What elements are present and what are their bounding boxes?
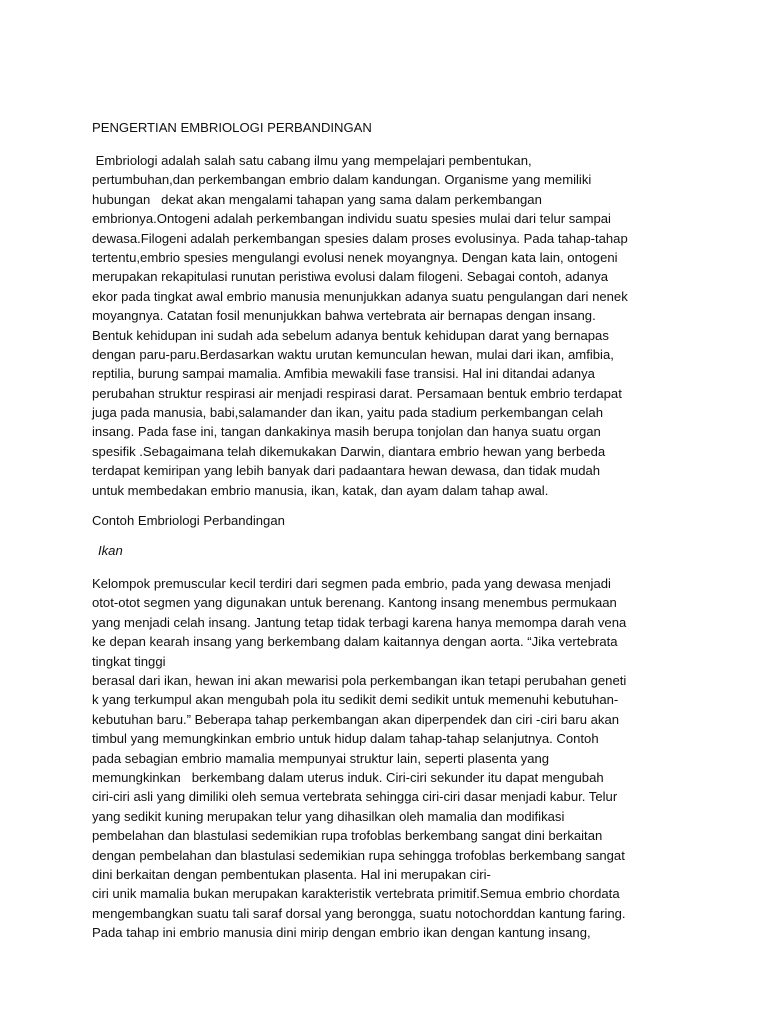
text-line: Embriologi adalah salah satu cabang ilmu yang mempelajari pembentukan,	[92, 153, 532, 168]
document-title: PENGERTIAN EMBRIOLOGI PERBANDINGAN	[92, 120, 372, 135]
text-line: yang menjadi celah insang. Jantung tetap tidak terbagi karena hanya memompa darah vena	[92, 614, 627, 630]
text-line: moyangnya. Catatan fosil menunjukkan bahwa vertebrata air bernapas dengan insang.	[92, 308, 596, 324]
text-line: hubungan dekat akan mengalami tahapan yang sama dalam perkembangan	[92, 191, 542, 207]
text-line: berasal dari ikan, hewan ini akan mewarisi pola perkembangan ikan tetapi perubahan geneti	[92, 672, 627, 688]
text-line: merupakan rekapitulasi runutan peristiwa evolusi dalam filogeni. Sebagai contoh, adanya	[92, 269, 609, 285]
text-line: juga pada manusia, babi,salamander dan ikan, yaitu pada stadium perkembangan celah	[92, 405, 603, 421]
text-line: timbul yang memungkinkan embrio untuk hidup dalam tahap-tahap selanjutnya. Contoh	[92, 731, 599, 747]
text-line: dengan pembelahan dan blastulasi sedemikian rupa sehingga trofoblas berkembang sangat	[92, 847, 625, 863]
text-line: ekor pada tingkat awal embrio manusia menunjukkan adanya suatu pengulangan dari nenek	[92, 288, 628, 304]
text-line: ke depan kearah insang yang berkembang dalam kaitannya dengan aorta. “Jika vertebrata	[92, 634, 618, 650]
text-line: tingkat tinggi	[92, 653, 166, 669]
text-line: tertentu,embrio spesies mengulangi evolusi nenek moyangnya. Dengan kata lain, ontogeni	[92, 249, 618, 265]
text-line: dewasa.Filogeni adalah perkembangan spesies dalam proses evolusinya. Pada tahap-tahap	[92, 230, 628, 246]
paragraph-intro	[92, 151, 678, 500]
text-line: otot-otot segmen yang digunakan untuk berenang. Kantong insang menembus permukaan	[92, 595, 617, 611]
text-line: perubahan struktur respirasi air menjadi respirasi darat. Persamaan bentuk embrio terdapat	[92, 385, 622, 401]
text-line: dengan paru-paru.Berdasarkan waktu urutan kemunculan hewan, mulai dari ikan, amfibia,	[92, 346, 614, 362]
text-line: dini berkaitan dengan pembentukan plasenta. Hal ini merupakan ciri-	[92, 866, 491, 882]
text-line: Kelompok premuscular kecil terdiri dari segmen pada embrio, pada yang dewasa menjadi	[92, 576, 611, 592]
text-line: memungkinkan berkembang dalam uterus induk. Ciri-ciri sekunder itu dapat mengubah	[92, 769, 604, 785]
text-line: pada sebagian embrio mamalia mempunyai struktur lain, seperti plasenta yang	[92, 750, 550, 766]
text-line: mengembangkan suatu tali saraf dorsal yang berongga, suatu notochorddan kantung faring.	[92, 905, 626, 921]
text-line: ciri unik mamalia bukan merupakan karakteristik vertebrata primitif.Semua embrio chordata	[92, 886, 620, 902]
text-line: embrionya.Ontogeni adalah perkembangan individu suatu spesies mulai dari telur sampai	[92, 211, 611, 227]
text-line: pembelahan dan blastulasi sedemikian rupa trofoblas berkembang sangat dini berkaitan	[92, 828, 603, 844]
text-line: spesifik .Sebagaimana telah dikemukakan Darwin, diantara embrio hewan yang berbeda	[92, 443, 606, 459]
text-line: insang. Pada fase ini, tangan dankakinya masih berupa tonjolan dan hanya suatu organ	[92, 424, 601, 440]
section-subtitle: Contoh Embriologi Perbandingan	[92, 513, 285, 529]
section-subheading: Ikan	[98, 543, 123, 559]
text-line: k yang terkumpul akan mengubah pola itu sedikit demi sedikit untuk memenuhi kebutuhan-	[92, 692, 619, 708]
text-line: terdapat kemiripan yang lebih banyak dari padaantara hewan dewasa, dan tidak mudah	[92, 463, 601, 479]
document-body	[92, 118, 678, 942]
paragraph-ikan	[92, 574, 678, 942]
text-line: ciri-ciri asli yang dimiliki oleh semua vertebrata sehingga ciri-ciri dasar menjadi kabur. Telur	[92, 789, 618, 805]
text-line: pertumbuhan,dan perkembangan embrio dalam kandungan. Organisme yang memiliki	[92, 172, 592, 188]
text-line: yang sedikit kuning merupakan telur yang dihasilkan oleh mamalia dan modifikasi	[92, 808, 565, 824]
text-line: untuk membedakan embrio manusia, ikan, katak, dan ayam dalam tahap awal.	[92, 482, 549, 498]
text-line: kebutuhan baru.” Beberapa tahap perkembangan akan diperpendek dan ciri -ciri baru akan	[92, 711, 620, 727]
text-line: Pada tahap ini embrio manusia dini mirip dengan embrio ikan dengan kantung insang,	[92, 925, 591, 941]
text-line: Bentuk kehidupan ini sudah ada sebelum adanya bentuk kehidupan darat yang bernapas	[92, 327, 609, 343]
text-line: reptilia, burung sampai mamalia. Amfibia mewakili fase transisi. Hal ini ditandai adanya	[92, 366, 595, 382]
